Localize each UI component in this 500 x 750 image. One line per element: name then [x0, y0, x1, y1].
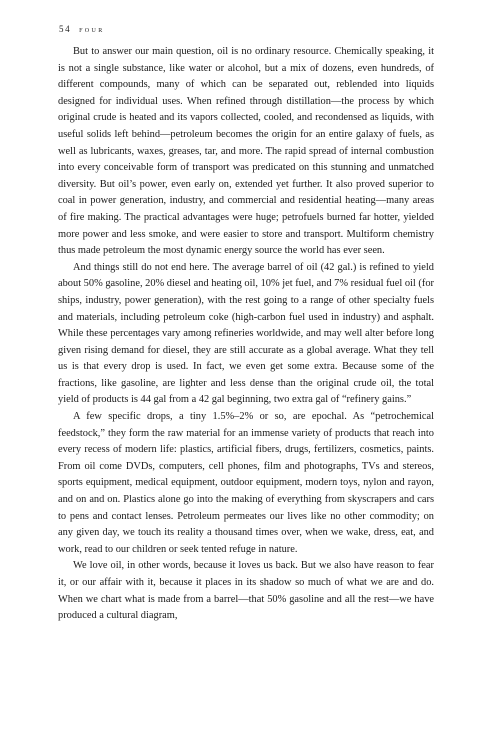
- paragraph: We love oil, in other words, because it loves us back. But we also have reason to fear it, or our affair with it, because it places in its shadow so much of what we are and do. When we chart what is made from a barrel—that 50% gasoline and all the rest—we have produced a cultural diagram,: [58, 560, 434, 622]
- body-text: [58, 44, 434, 625]
- page-number: 54: [59, 24, 72, 34]
- paragraph: And things still do not end here. The average barrel of oil (42 gal.) is refined to yield about 50% gasoline, 20% diesel and heating oil, 10% jet fuel, and 7% residual fuel oil (for ships, industry, power generation), with the rest going to a range of other specialty fuels and materials, including petroleum coke (high-carbon fuel used in industry) and asphalt. While these percentages vary among refineries worldwide, and may well alter before long given rising demand for diesel, they are still accurate as a global average. What they tell us is that every drop is used. In fact, we even get some extra. Because some of the fractions, like gasoline, are lighter and less dense than the original crude oil, the total yield of products is 44 gal from a 42 gal beginning, two extra gal of “refinery gains.”: [58, 261, 434, 406]
- running-head: [59, 24, 105, 34]
- paragraph: But to answer our main question, oil is no ordinary resource. Chemically speaking, it is not a single substance, like water or alcohol, but a mix of dozens, even hundreds, of different compounds, many of which can be separated out, reblended into liquids designed for individual uses. When refined through distillation—the process by which original crude is heated and its vapors collected, cooled, and recondensed as liquids, with useful solids left behind—petroleum becomes the origin for an entire galaxy of fuels, as well as lubricants, waxes, greases, tar, and more. The rapid spread of internal combustion into every conceivable form of transport was predicated on this stunning and unmatched diversity. But oil’s power, even early on, extended yet further. It also proved superior to coal in power generation, industry, and commercial and residential heating—many areas of fire making. The practical advantages were huge; petrofuels burned far hotter, yielded more power and less smoke, and were easier to store and transport. Multiform chemistry thus made petroleum the most dynamic energy source the world has ever seen.: [58, 46, 434, 257]
- chapter-label: four: [79, 24, 105, 34]
- paragraph: A few specific drops, a tiny 1.5%–2% or so, are epochal. As “petrochemical feedstock,” they form the raw material for an immense variety of products that reach into every recess of modern life: plastics, artificial fibers, drugs, fertilizers, cosmetics, paints. From oil come DVDs, computers, cell phones, film and photographs, TVs and stereos, sports equipment, medical equipment, outdoor equipment, modern toys, nylon and rayon, and on and on. Plastics alone go into the making of everything from skyscrapers and cars to pens and contact lenses. Petroleum permeates our lives like no other commodity; on any given day, we touch its reality a thousand times over, when we wake, dress, eat, and work, read to our children or seek tented refuge in nature.: [58, 411, 434, 555]
